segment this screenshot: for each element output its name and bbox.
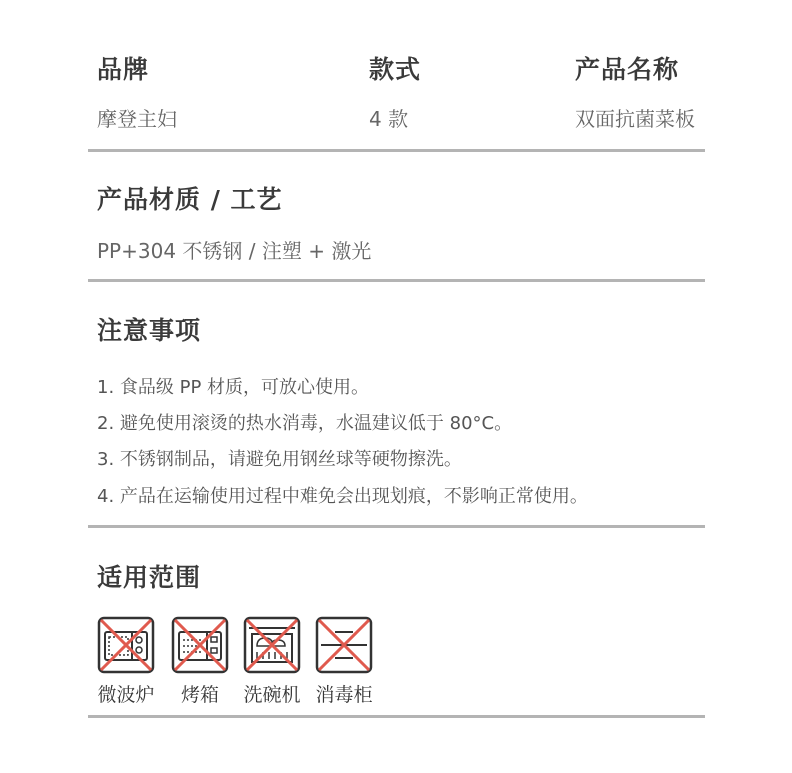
sterilizer-cabinet-label: 消毒柜 bbox=[315, 684, 373, 706]
microwave-icon bbox=[97, 616, 155, 674]
product-name-value: 双面抗菌菜板 bbox=[575, 107, 695, 131]
brand-heading: 品牌 bbox=[97, 55, 150, 84]
note-item: 4. 产品在运输使用过程中难免会出现划痕，不影响正常使用。 bbox=[97, 486, 588, 507]
divider bbox=[88, 149, 705, 152]
usage-heading: 适用范围 bbox=[97, 563, 202, 592]
divider bbox=[88, 525, 705, 528]
brand-value: 摩登主妇 bbox=[97, 107, 177, 131]
divider bbox=[88, 279, 705, 282]
style-value: 4 款 bbox=[369, 107, 409, 131]
material-value: PP+304 不锈钢 / 注塑 + 激光 bbox=[97, 239, 372, 263]
note-item: 3. 不锈钢制品，请避免用钢丝球等硬物擦洗。 bbox=[97, 449, 462, 470]
sterilizer-cabinet-icon bbox=[315, 616, 373, 674]
style-heading: 款式 bbox=[369, 55, 422, 84]
divider bbox=[88, 715, 705, 718]
notes-heading: 注意事项 bbox=[97, 316, 202, 345]
product-name-heading: 产品名称 bbox=[575, 55, 680, 84]
oven-label: 烤箱 bbox=[180, 684, 219, 706]
note-item: 1. 食品级 PP 材质，可放心使用。 bbox=[97, 377, 370, 398]
dishwasher-label: 洗碗机 bbox=[243, 684, 301, 706]
note-item: 2. 避免使用滚烫的热水消毒，水温建议低于 80°C。 bbox=[97, 413, 513, 434]
microwave-label: 微波炉 bbox=[97, 684, 155, 706]
dishwasher-icon bbox=[243, 616, 301, 674]
oven-icon bbox=[171, 616, 229, 674]
material-heading: 产品材质 / 工艺 bbox=[97, 185, 283, 214]
